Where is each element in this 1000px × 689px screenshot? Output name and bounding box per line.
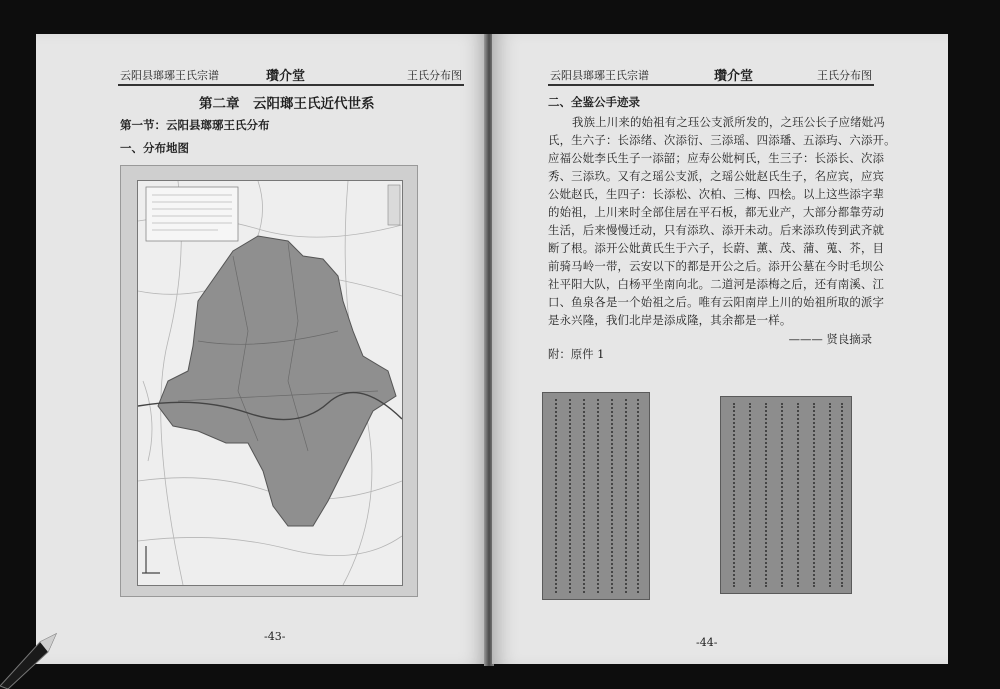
right-page-header — [548, 66, 874, 86]
body-line: 公妣赵氏，生四子：长添松、次柏、三梅、四桧。以上这些添字辈 — [548, 187, 885, 201]
yunyang-county-region — [158, 236, 396, 526]
subsection-title: 一、分布地图 — [120, 141, 189, 155]
subsection-title: 二、全鉴公手迹录 — [548, 95, 640, 109]
body-line: 社平阳大队，白杨平坐南向北。二道河是添梅之后，还有南溪、江 — [548, 277, 885, 291]
pen-tip — [0, 628, 60, 689]
body-line: 生活，后来慢慢迁动，只有添玖、添开未动。后来添玖传到武齐就 — [548, 223, 885, 237]
original-manuscript-image-1 — [542, 392, 650, 600]
attachment-label: 附：原件 1 — [548, 347, 605, 361]
signature: ——— 贤良摘录 — [788, 332, 872, 346]
right-page — [492, 34, 948, 664]
body-line: 是永兴隆，我们北岸是添成隆，其余都是一样。 — [548, 313, 792, 327]
body-line: 前骑马岭一带，云安以下的都是开公之后。添开公墓在今时毛坝公 — [548, 259, 885, 273]
body-line: 秀、三添玖。又有之瑶公支派，之瑶公妣赵氏生子，名应宾，应宾 — [548, 169, 885, 183]
body-line: 断了根。添开公妣黄氏生于六子，长蔚、薰、茂、蒲、蒐、芥，目 — [548, 241, 885, 255]
body-line: 口、鱼泉各是一个始祖之后。唯有云阳南岸上川的始祖所取的派字 — [548, 295, 885, 309]
body-line: 我族上川来的始祖有之珏公支派所发的，之珏公长子应绪妣冯 — [572, 115, 885, 129]
header-book-title: 云阳县瑯琊王氏宗谱 — [550, 69, 649, 82]
left-page-header — [118, 66, 464, 86]
map-image — [137, 180, 403, 586]
body-line: 应福公妣李氏生子一添韶；应寿公妣柯氏，生三子：长添长、次添 — [548, 151, 885, 165]
body-line: 氏，生六子：长添绪、次添衍、三添瑶、四添璠、五添玙、六添开。 — [548, 133, 896, 147]
chapter-title: 第二章 云阳瑯王氏近代世系 — [199, 96, 375, 112]
map-graphic — [138, 181, 402, 585]
header-hall-seal: 瓚介堂 — [266, 69, 306, 84]
section-title: 第一节：云阳县瑯琊王氏分布 — [120, 118, 270, 132]
distribution-map — [120, 165, 418, 597]
header-hall-seal: 瓚介堂 — [714, 69, 754, 84]
original-manuscript-image-2 — [720, 396, 852, 594]
body-line: 的始祖，上川来时全部住居在平石板，都无业产，大部分都靠劳动 — [548, 205, 885, 219]
header-section-title: 王氏分布图 — [817, 69, 872, 82]
page-number: -43- — [264, 630, 286, 643]
header-section-title: 王氏分布图 — [407, 69, 462, 82]
left-page — [36, 34, 488, 664]
page-number: -44- — [696, 636, 718, 649]
header-book-title: 云阳县瑯琊王氏宗谱 — [120, 69, 219, 82]
